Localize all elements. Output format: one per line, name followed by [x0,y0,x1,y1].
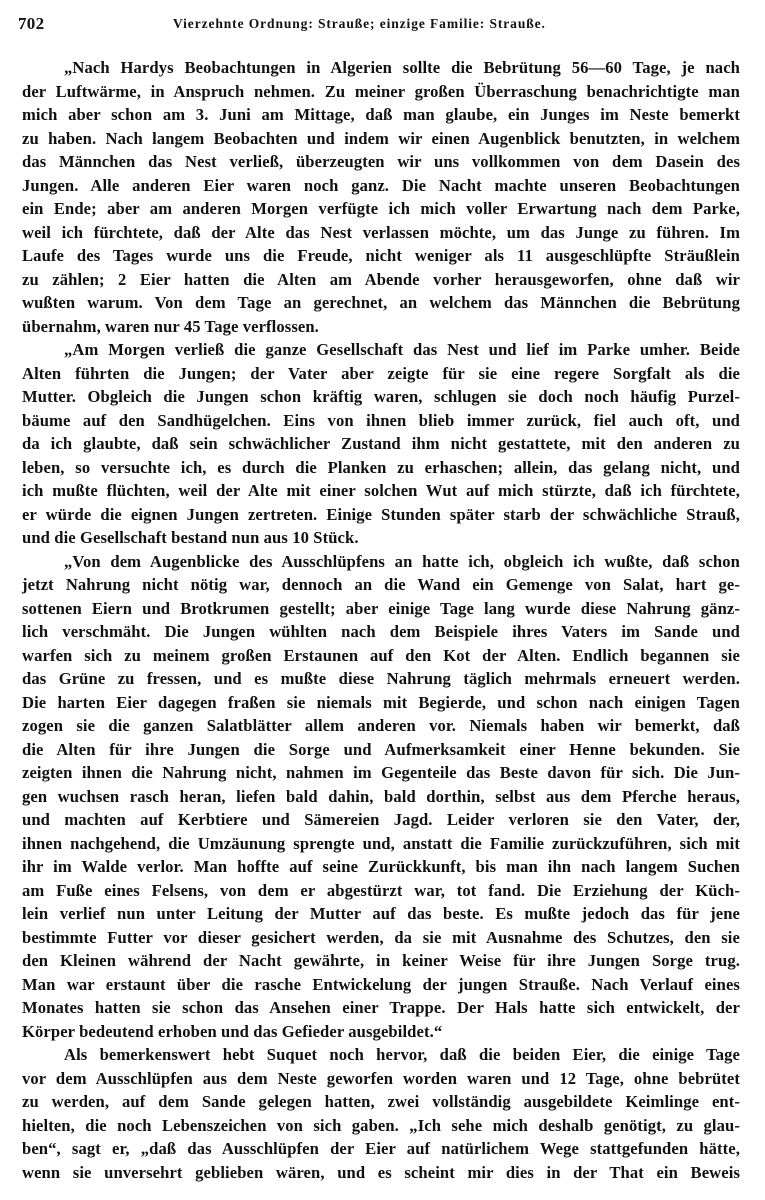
text-line: Als bemerkenswert hebt Suquet noch hervor, daß die beiden Eier, die einige Tage [64,1045,740,1064]
text-line: bäume auf den Sandhügelchen. Eins von ihnen blieb immer zurück, fiel auch oft, und [22,410,740,430]
text-line: Die harten Eier dagegen fraßen sie niemals mit Begierde, und schon nach einigen Tagen [22,692,740,712]
running-head: Vierzehnte Ordnung: Strauße; einzige Familie: Strauße. [173,16,546,31]
text-line: das Grüne zu fressen, und es mußte diese Nahrung täglich mehrmals erneuert werden. [22,669,740,688]
text-line: bestimmte Futter vor dieser gesichert werden, da sie mit Ausnahme des Schutzes, den sie [22,927,740,947]
text-line: lein verlief nun unter Leitung der Mutter auf das beste. Es mußte jedoch das für jene [22,904,740,923]
text-line: da ich glaubte, daß sein schwächlicher Zustand ihm nicht gestattete, mit den anderen zu [22,434,740,453]
text-line: „Nach Hardys Beobachtungen in Algerien sollte die Bebrütung 56—60 Tage, je nach [64,58,740,77]
text-line: Monates hatten sie schon das Ansehen einer Trappe. Der Hals hatte sich entwickelt, der [22,998,740,1017]
text-line: zu haben. Nach langem Beobachten und indem wir einen Augenblick benutzten, in welchem [22,128,740,148]
text-line: Laufe des Tages wurde uns die Freude, nicht weniger als 11 ausgeschlüpfte Sträußlein [22,246,740,265]
text-line: zogen sie die ganzen Salatblätter allem anderen vor. Niemals haben wir bemerkt, daß [22,716,740,735]
text-line: leben, so versuchte ich, es durch die Planken zu erhaschen; allein, das gelang nicht, und [22,457,740,477]
text-line: das Männchen das Nest verließ, überzeugten wir uns vollkommen von dem Dasein des [22,152,740,171]
text-line: hielten, die noch Lebenszeichen von sich gaben. „Ich sehe mich deshalb genötigt, zu glau- [22,1115,740,1135]
text-line: warfen sich zu meinem großen Erstaunen auf den Kot der Alten. Endlich begannen sie [22,645,740,665]
text-line: er würde die eignen Jungen zertreten. Einige Stunden später starb der schwächliche Strauß, [22,504,740,524]
text-line: wußten warum. Von dem Tage an gerechnet, an welchem das Männchen die Bebrütung [22,293,740,312]
text-line: jetzt Nahrung nicht nötig war, dennoch an die Wand ein Gemenge von Salat, hart ge- [22,575,740,594]
text-line: vor dem Ausschlüpfen aus dem Neste geworfen worden waren und 12 Tage, ohne bebrütet [22,1068,740,1088]
text-line: übernahm, waren nur 45 Tage verflossen. [22,316,319,336]
text-line: und machten auf Kerbtiere und Sämereien Jagd. Leider verloren sie den Vater, der, [22,810,740,829]
text-line: ihnen nachgehend, die Umzäunung sprengte und, anstatt die Familie zurückzuführen, sich mit [22,833,740,853]
page-number: 702 [18,14,45,33]
text-line: der Luftwärme, in Anspruch nehmen. Zu meiner großen Überraschung benachrichtigte man [22,81,740,101]
text-line: sottenen Eiern und Brotkrumen gestellt; aber einige Tage lang wurde diese Nahrung gänz- [22,598,740,618]
text-line: Alten führten die Jungen; der Vater aber zeigte für sie eine regere Sorgfalt als die [22,363,740,383]
text-line: zu zählen; 2 Eier hatten die Alten am Abende vorher herausgeworfen, ohne daß wir [22,269,740,289]
text-line: gen wuchsen rasch heran, liefen bald dahin, bald dorthin, selbst aus dem Pferche heraus, [22,786,740,806]
text-line: wenn sie unversehrt geblieben wären, und es scheint mir dies in der That ein Beweis [22,1162,740,1182]
text-line: am Fuße eines Felsens, von dem er abgestürzt war, tot fand. Die Erziehung der Küch- [22,880,740,900]
text-line: und die Gesellschaft bestand nun aus 10 Stück. [22,528,359,547]
text-line: zeigten ihnen die Nahrung nicht, nahmen im Gegenteile das Beste davon für sich. Die Jun- [22,763,740,782]
text-line: Jungen. Alle anderen Eier waren noch ganz. Die Nacht machte unseren Beobachtungen [22,175,740,195]
text-line: ihr im Walde verlor. Man hoffte auf seine Zurückkunft, bis man ihn nach langem Suchen [22,857,740,876]
text-line: ein Ende; aber am anderen Morgen verfügte ich mich voller Erwartung nach dem Parke, [22,199,740,218]
text-line: Man war erstaunt über die rasche Entwickelung der jungen Strauße. Nach Verlauf eines [22,974,740,994]
text-line: Mutter. Obgleich die Jungen schon kräftig waren, schlugen sie doch noch häufig Purzel- [22,387,740,406]
page-header [18,14,737,40]
text-line: weil ich fürchtete, daß der Alte das Nest verlassen möchte, um das Junge zu führen. Im [22,222,740,242]
text-line: den Kleinen während der Nacht gewährte, in keiner Weise für ihre Jungen Sorge trug. [22,951,740,970]
text-line: zu werden, auf dem Sande gelegen hatten, zwei vollständig ausgebildete Keimlinge ent- [22,1092,740,1111]
text-line: „Von dem Augenblicke des Ausschlüpfens an hatte ich, obgleich ich wußte, daß schon [64,551,740,571]
body-text [22,56,740,1184]
text-line: mich aber schon am 3. Juni am Mittage, daß man glaube, ein Junges im Neste bemerkt [22,105,740,124]
text-line: die Alten für ihre Jungen die Sorge und Aufmerksamkeit einer Henne bekunden. Sie [22,739,740,759]
text-line: ich mußte flüchten, weil der Alte mit einer solchen Wut auf mich stürzte, daß ich fürchtete, [22,481,740,500]
text-line: lich verschmäht. Die Jungen wühlten nach dem Beispiele ihres Vaters im Sande und [22,622,740,641]
text-line: Körper bedeutend erhoben und das Gefieder ausgebildet.“ [22,1021,443,1041]
text-line: „Am Morgen verließ die ganze Gesellschaft das Nest und lief im Parke umher. Beide [64,340,740,359]
text-line: ben“, sagt er, „daß das Ausschlüpfen der Eier auf natürlichem Wege stattgefunden hätte, [22,1139,740,1158]
